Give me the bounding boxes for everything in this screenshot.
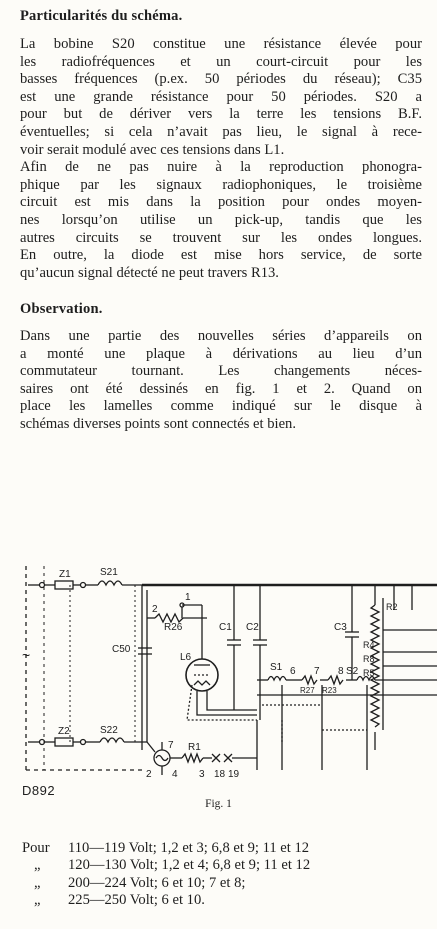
label-drawing-code: D892 [22,783,56,798]
section-heading-particularites: Particularités du schéma. [20,8,183,24]
figure-caption: Fig. 1 [205,798,232,810]
text-line: pour but de dériver vers la terre les tensions B.F. [20,106,422,123]
paragraph-observation [20,328,422,434]
coil-s22 [100,738,124,742]
table-row [22,840,310,857]
terminal [81,740,86,745]
switch-cross [224,754,232,762]
label-c1: C1 [219,622,232,633]
section-heading-observation: Observation. [20,301,103,317]
text-line: phique par les signaux radiophoniques, le troisième [20,176,422,193]
label-r1: R1 [188,742,201,753]
label-r23: R23 [322,686,337,695]
label-node-4: 4 [172,769,178,780]
text-line: autres circuits se trouvent sur les ondes longues. [20,229,422,246]
terminal [81,583,86,588]
text-line: est une grande résistance pour 50 périodes. S20 a [20,88,422,105]
label-r27: R27 [300,686,315,695]
label-node-7: 7 [314,666,320,677]
resistor-r23 [328,676,343,684]
label-s21: S21 [100,567,118,578]
switch-cross [212,754,220,762]
label-r8: R8 [363,654,375,664]
text-line: qu’aucun signal détecté ne peut travers R13. [20,264,279,281]
text-line: basses fréquences (p.ex. 50 périodes du réseau); C35 [20,71,422,88]
label-node-6: 6 [290,666,296,677]
text-line: nes lorsqu’on utilise un pick-up, tandis que les [20,211,422,228]
label-r26: R26 [164,622,183,633]
wire [207,691,257,710]
table-row [22,875,310,892]
row-prefix: „ [34,874,41,891]
row-text: 200—224 Volt; 6 et 10; 7 et 8; [68,874,246,891]
resistor-r1 [182,754,203,762]
label-c3: C3 [334,622,347,633]
coil-s1 [268,677,286,681]
text-line: En outre, la diode est mise hors service, de sorte [20,247,422,264]
label-z2: Z2 [58,726,70,737]
label-node-7b: 7 [168,740,174,751]
text-line: La bobine S20 constitue une résistance élevée pour [20,36,422,52]
resistor-r27 [302,676,317,684]
row-prefix: „ [34,892,41,909]
label-s2: S2 [346,666,359,677]
label-r4: R4 [363,640,375,650]
label-z1: Z1 [59,569,71,580]
label-s1: S1 [270,662,283,673]
label-ac-source: ~ [22,647,31,663]
label-l6: L6 [180,652,192,663]
text-line: place les lamelles comme indiqué sur le disque à [20,398,422,415]
label-c50: C50 [112,644,131,655]
text-line: voir serait modulé avec ces tensions dans L1. [20,141,285,158]
voltage-table [22,840,310,910]
text-line: les radiofréquences et un court-circuit pour les [20,53,422,70]
text-line: circuit est mis dans la position pour ondes moyen- [20,194,422,211]
resistor-r26 [155,614,183,622]
label-c2: C2 [246,622,259,633]
label-s22: S22 [100,725,118,736]
row-prefix: Pour [22,840,50,856]
text-line: éventuelles; si cela n’avait pas lieu, le signal à rece- [20,123,422,140]
text-line: schémas diverses points sont connectés et bien. [20,415,296,432]
label-node-2b: 2 [146,769,152,780]
wire [197,691,257,715]
tube-cathode [194,681,210,685]
wire [147,742,155,752]
text-line: commutateur tournant. Les changements néces- [20,363,422,380]
label-node-3: 3 [199,769,205,780]
resistor-chain-r2-r5 [371,605,379,727]
table-row [22,892,310,909]
row-prefix: „ [34,857,41,874]
text-line: saires ont été dessinés en fig. 1 et 2. Quand on [20,380,422,397]
row-text: 225—250 Volt; 6 et 10. [68,892,205,909]
text-line: a monté une plaque à dérivations au lieu d’un [20,345,422,362]
label-r2: R2 [386,602,398,612]
table-row [22,857,310,874]
label-r5: R5 [363,668,375,678]
text-line: Afin de ne pas nuire à la reproduction phonogra- [20,159,422,176]
row-text: 120—130 Volt; 1,2 et 4; 6,8 et 9; 11 et 12 [68,857,311,874]
label-node-2: 2 [152,604,158,615]
terminal [40,583,45,588]
label-node-19: 19 [228,769,240,780]
label-node-1: 1 [185,592,191,603]
label-node-18: 18 [214,769,226,780]
text-line: Dans une partie des nouvelles séries d’appareils on [20,328,422,344]
transformer-wave [156,756,168,761]
label-node-8: 8 [338,666,344,677]
row-text: 110—119 Volt; 1,2 et 3; 6,8 et 9; 11 et 12 [68,840,310,856]
paragraph-particularites [20,36,422,282]
circuit-schematic [22,480,437,800]
coil-s21 [98,581,122,585]
